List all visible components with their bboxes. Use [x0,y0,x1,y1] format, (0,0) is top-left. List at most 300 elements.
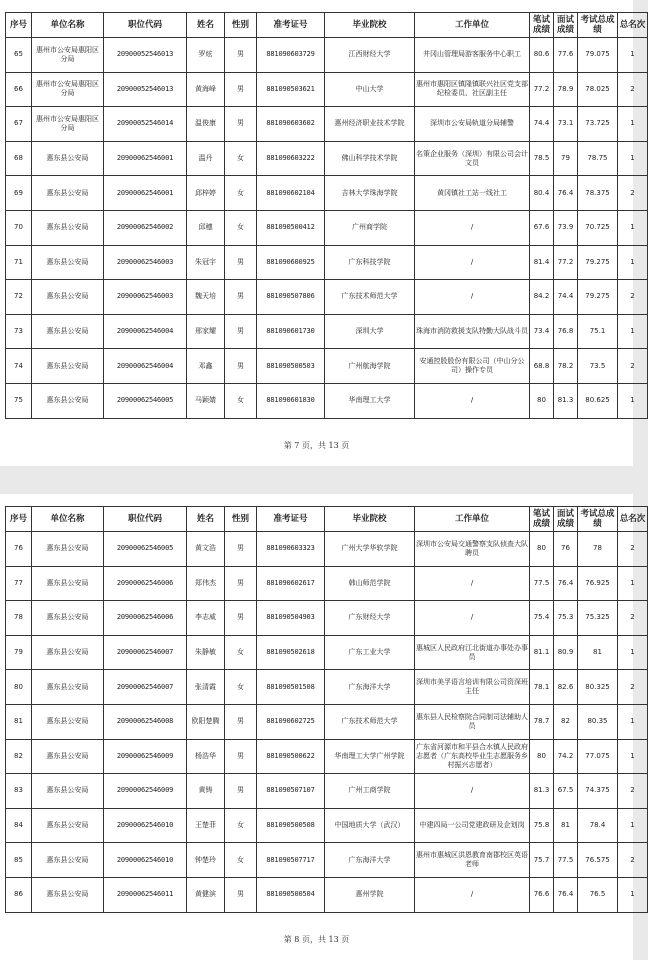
cell-total: 75.325 [578,601,618,636]
cell-written: 80 [530,739,554,774]
cell-gender: 女 [225,176,257,211]
cell-name: 李志威 [187,601,225,636]
cell-work: / [415,245,530,280]
cell-written: 75.8 [530,808,554,843]
cell-gender: 男 [225,566,257,601]
table-header [6,507,648,532]
cell-interview: 78.2 [554,349,578,384]
cell-total: 80.325 [578,670,618,705]
cell-written: 80.6 [530,38,554,73]
header-seq: 序号 [6,507,32,532]
cell-interview: 77.2 [554,245,578,280]
cell-work: 惠州市惠阳区镇隆镇联兴社区党支部纪检委员、社区副主任 [415,72,530,107]
table-row [6,808,648,843]
cell-total: 78.4 [578,808,618,843]
cell-interview: 73.1 [554,107,578,142]
cell-work: / [415,877,530,912]
cell-written: 74.4 [530,107,554,142]
cell-work: 黄冈镇社工站一线社工 [415,176,530,211]
cell-school: 韩山师范学院 [325,566,415,601]
cell-name: 邱穗 [187,210,225,245]
header-school: 毕业院校 [325,13,415,38]
cell-interview: 76.4 [554,877,578,912]
cell-name: 欧阳楚腾 [187,704,225,739]
cell-gender: 女 [225,808,257,843]
score-sheet-page-8 [0,494,646,960]
cell-work: / [415,383,530,418]
cell-unit: 惠东县公安局 [32,245,104,280]
table-body [6,38,648,419]
cell-total: 73.5 [578,349,618,384]
page-footer: 第 7 页，共 13 页 [283,441,350,450]
table-row [6,739,648,774]
cell-school: 深圳大学 [325,314,415,349]
header-unit: 单位名称 [32,13,104,38]
cell-written: 75.4 [530,601,554,636]
cell-unit: 惠东县公安局 [32,843,104,878]
cell-ticket: 881090500503 [257,349,325,384]
cell-rank: 1 [618,210,648,245]
cell-name: 邓鑫 [187,349,225,384]
header-code: 职位代码 [104,507,187,532]
table-row [6,210,648,245]
table-row [6,176,648,211]
header-seq: 序号 [6,13,32,38]
cell-seq: 73 [6,314,32,349]
cell-interview: 78.9 [554,72,578,107]
cell-code: 20900062546010 [104,843,187,878]
cell-gender: 男 [225,739,257,774]
cell-rank: 1 [618,635,648,670]
cell-interview: 81.3 [554,383,578,418]
cell-school: 广东海洋大学 [325,670,415,705]
cell-gender: 男 [225,280,257,315]
cell-interview: 81 [554,808,578,843]
cell-gender: 女 [225,141,257,176]
cell-seq: 84 [6,808,32,843]
cell-seq: 72 [6,280,32,315]
cell-school: 中山大学 [325,72,415,107]
table-row [6,107,648,142]
cell-rank: 1 [618,383,648,418]
cell-school: 广州大学华软学院 [325,532,415,567]
cell-seq: 68 [6,141,32,176]
cell-total: 79.275 [578,280,618,315]
cell-seq: 77 [6,566,32,601]
cell-school: 广州航海学院 [325,349,415,384]
cell-work: 深圳市美孚语言培训有限公司资深班主任 [415,670,530,705]
cell-written: 80.4 [530,176,554,211]
cell-code: 20900062546006 [104,601,187,636]
cell-rank: 2 [618,532,648,567]
cell-unit: 惠东县公安局 [32,774,104,809]
cell-total: 78.375 [578,176,618,211]
cell-seq: 70 [6,210,32,245]
cell-unit: 惠东县公安局 [32,877,104,912]
header-unit: 单位名称 [32,507,104,532]
cell-school: 惠州学院 [325,877,415,912]
cell-interview: 76.4 [554,176,578,211]
cell-seq: 79 [6,635,32,670]
cell-name: 邢家耀 [187,314,225,349]
table-row [6,72,648,107]
cell-interview: 76.4 [554,566,578,601]
cell-code: 20900062546006 [104,566,187,601]
cell-gender: 女 [225,843,257,878]
cell-school: 广东财经大学 [325,601,415,636]
cell-work: 惠城区人民政府江北街道办事处办事员 [415,635,530,670]
cell-code: 20900052546014 [104,107,187,142]
table-row [6,38,648,73]
cell-ticket: 881090602725 [257,704,325,739]
cell-work: 惠州市惠城区洪恩教育南郡校区英语老师 [415,843,530,878]
cell-rank: 1 [618,877,648,912]
cell-ticket: 881090601830 [257,383,325,418]
cell-school: 广州工商学院 [325,774,415,809]
cell-unit: 惠东县公安局 [32,141,104,176]
cell-ticket: 881090501508 [257,670,325,705]
cell-code: 20900062546003 [104,280,187,315]
table-row [6,843,648,878]
cell-total: 73.725 [578,107,618,142]
cell-work: 深圳市公安局交通警察支队侦查大队聘员 [415,532,530,567]
cell-code: 20900062546005 [104,383,187,418]
cell-total: 81 [578,635,618,670]
cell-total: 75.1 [578,314,618,349]
cell-interview: 74.2 [554,739,578,774]
cell-written: 77.2 [530,72,554,107]
cell-written: 75.7 [530,843,554,878]
cell-seq: 75 [6,383,32,418]
cell-work: / [415,566,530,601]
cell-total: 80.625 [578,383,618,418]
cell-name: 温丹 [187,141,225,176]
cell-name: 罗炫 [187,38,225,73]
cell-written: 78.5 [530,141,554,176]
table-header [6,13,648,38]
cell-ticket: 881090601730 [257,314,325,349]
cell-name: 钟楚玲 [187,843,225,878]
cell-work: 深圳市公安局轨道分局辅警 [415,107,530,142]
cell-interview: 74.4 [554,280,578,315]
cell-school: 广东工业大学 [325,635,415,670]
cell-name: 朱静敏 [187,635,225,670]
cell-rank: 1 [618,566,648,601]
cell-name: 杨浩华 [187,739,225,774]
cell-ticket: 881090500622 [257,739,325,774]
cell-gender: 女 [225,210,257,245]
cell-gender: 女 [225,383,257,418]
cell-total: 79.275 [578,245,618,280]
cell-rank: 2 [618,280,648,315]
cell-written: 80 [530,383,554,418]
cell-school: 惠州经济职业技术学院 [325,107,415,142]
cell-interview: 75.3 [554,601,578,636]
cell-interview: 76.8 [554,314,578,349]
score-table [5,506,648,913]
cell-total: 70.725 [578,210,618,245]
table-row [6,141,648,176]
cell-written: 81.3 [530,774,554,809]
cell-ticket: 881090603222 [257,141,325,176]
cell-written: 76.6 [530,877,554,912]
cell-ticket: 881090602104 [257,176,325,211]
cell-code: 20900062546005 [104,532,187,567]
cell-school: 广东技术师范大学 [325,704,415,739]
cell-gender: 男 [225,349,257,384]
cell-gender: 女 [225,670,257,705]
cell-seq: 78 [6,601,32,636]
cell-interview: 82 [554,704,578,739]
cell-unit: 惠东县公安局 [32,383,104,418]
cell-ticket: 881090603602 [257,107,325,142]
cell-seq: 85 [6,843,32,878]
table-body [6,532,648,913]
table-row [6,280,648,315]
cell-rank: 1 [618,808,648,843]
cell-rank: 2 [618,349,648,384]
cell-work: 广东省河源市和平县合水镇人民政府志愿者（广东高校毕业生志愿服务乡村振兴志愿者） [415,739,530,774]
cell-rank: 2 [618,670,648,705]
cell-name: 魏天培 [187,280,225,315]
header-code: 职位代码 [104,13,187,38]
cell-written: 81.4 [530,245,554,280]
cell-work: / [415,774,530,809]
cell-name: 张清霞 [187,670,225,705]
cell-name: 朱冠宇 [187,245,225,280]
cell-gender: 男 [225,704,257,739]
cell-written: 77.5 [530,566,554,601]
header-ticket: 准考证号 [257,507,325,532]
cell-school: 广东技术师范大学 [325,280,415,315]
cell-interview: 67.5 [554,774,578,809]
cell-ticket: 881090507717 [257,843,325,878]
cell-unit: 惠州市公安局惠阳区分局 [32,107,104,142]
cell-gender: 男 [225,38,257,73]
cell-seq: 76 [6,532,32,567]
cell-gender: 女 [225,635,257,670]
cell-unit: 惠州市公安局惠阳区分局 [32,72,104,107]
cell-total: 80.35 [578,704,618,739]
cell-work: / [415,601,530,636]
cell-code: 20900062546009 [104,739,187,774]
cell-name: 黄健滨 [187,877,225,912]
cell-gender: 男 [225,314,257,349]
cell-unit: 惠东县公安局 [32,210,104,245]
cell-code: 20900062546008 [104,704,187,739]
cell-unit: 惠东县公安局 [32,349,104,384]
cell-name: 邱梓婷 [187,176,225,211]
cell-written: 84.2 [530,280,554,315]
cell-work: 中建四局一公司党建政研及企划岗 [415,808,530,843]
cell-interview: 80.9 [554,635,578,670]
cell-interview: 73.9 [554,210,578,245]
cell-total: 76.575 [578,843,618,878]
header-written: 笔试成绩 [530,507,554,532]
cell-school: 广东科技学院 [325,245,415,280]
cell-name: 马颖婧 [187,383,225,418]
table-row [6,314,648,349]
table-row [6,349,648,384]
cell-interview: 77.5 [554,843,578,878]
table-row [6,532,648,567]
cell-gender: 男 [225,601,257,636]
cell-written: 67.6 [530,210,554,245]
cell-written: 80 [530,532,554,567]
cell-unit: 惠东县公安局 [32,314,104,349]
cell-name: 温俊康 [187,107,225,142]
header-written: 笔试成绩 [530,13,554,38]
table-row [6,670,648,705]
cell-code: 20900062546004 [104,314,187,349]
cell-total: 79.075 [578,38,618,73]
table-row [6,635,648,670]
cell-work: 井冈山管理局游客服务中心职工 [415,38,530,73]
header-name: 姓名 [187,507,225,532]
cell-work: 安通控股股份有限公司（中山分公司）操作专员 [415,349,530,384]
cell-school: 江西财经大学 [325,38,415,73]
cell-ticket: 881090500412 [257,210,325,245]
cell-written: 78.7 [530,704,554,739]
cell-ticket: 881090507806 [257,280,325,315]
header-gender: 性别 [225,13,257,38]
cell-seq: 66 [6,72,32,107]
cell-unit: 惠东县公安局 [32,670,104,705]
cell-code: 20900062546009 [104,774,187,809]
cell-school: 华南理工大学广州学院 [325,739,415,774]
cell-seq: 69 [6,176,32,211]
cell-ticket: 881090603323 [257,532,325,567]
cell-unit: 惠东县公安局 [32,808,104,843]
cell-seq: 80 [6,670,32,705]
cell-interview: 76 [554,532,578,567]
cell-written: 78.1 [530,670,554,705]
cell-rank: 1 [618,141,648,176]
header-school: 毕业院校 [325,507,415,532]
cell-seq: 86 [6,877,32,912]
cell-code: 20900052546013 [104,38,187,73]
cell-code: 20900052546013 [104,72,187,107]
cell-rank: 2 [618,601,648,636]
cell-seq: 74 [6,349,32,384]
header-ticket: 准考证号 [257,13,325,38]
cell-interview: 82.6 [554,670,578,705]
cell-rank: 1 [618,245,648,280]
cell-rank: 2 [618,843,648,878]
cell-school: 吉林大学珠海学院 [325,176,415,211]
cell-name: 黄铸 [187,774,225,809]
cell-ticket: 881090603729 [257,38,325,73]
header-work: 工作单位 [415,507,530,532]
cell-total: 76.5 [578,877,618,912]
cell-ticket: 881090503621 [257,72,325,107]
table-row [6,601,648,636]
cell-unit: 惠东县公安局 [32,566,104,601]
cell-written: 81.1 [530,635,554,670]
cell-seq: 82 [6,739,32,774]
cell-name: 黄海峰 [187,72,225,107]
cell-code: 20900062546010 [104,808,187,843]
cell-name: 郑伟杰 [187,566,225,601]
table-row [6,566,648,601]
cell-unit: 惠州市公安局惠阳区分局 [32,38,104,73]
header-total: 考试总成绩 [578,13,618,38]
cell-total: 74.375 [578,774,618,809]
cell-gender: 男 [225,245,257,280]
cell-ticket: 881090504903 [257,601,325,636]
header-total: 考试总成绩 [578,507,618,532]
cell-rank: 2 [618,774,648,809]
table-row [6,877,648,912]
cell-school: 广东海洋大学 [325,843,415,878]
cell-rank: 2 [618,72,648,107]
cell-seq: 83 [6,774,32,809]
table-row [6,245,648,280]
cell-ticket: 881090502618 [257,635,325,670]
cell-school: 中国地质大学（武汉） [325,808,415,843]
cell-total: 78.75 [578,141,618,176]
cell-total: 76.925 [578,566,618,601]
cell-work: 名策企业服务（深圳）有限公司会计文员 [415,141,530,176]
cell-school: 华南理工大学 [325,383,415,418]
cell-work: 珠海市消防救援支队特勤大队战斗员 [415,314,530,349]
cell-ticket: 881090500508 [257,808,325,843]
cell-interview: 77.6 [554,38,578,73]
cell-work: / [415,210,530,245]
cell-total: 78.025 [578,72,618,107]
cell-code: 20900062546003 [104,245,187,280]
cell-code: 20900062546011 [104,877,187,912]
score-sheet-page-7 [0,0,646,466]
cell-unit: 惠东县公安局 [32,532,104,567]
table-row [6,383,648,418]
score-table [5,12,648,419]
header-rank: 总名次 [618,507,648,532]
header-interview: 面试成绩 [554,13,578,38]
cell-ticket: 881090500504 [257,877,325,912]
cell-rank: 1 [618,107,648,142]
header-rank: 总名次 [618,13,648,38]
page-footer: 第 8 页，共 13 页 [283,935,350,944]
header-name: 姓名 [187,13,225,38]
cell-name: 黄文浩 [187,532,225,567]
cell-gender: 男 [225,877,257,912]
cell-unit: 惠东县公安局 [32,635,104,670]
table-row [6,774,648,809]
cell-ticket: 881090600925 [257,245,325,280]
cell-unit: 惠东县公安局 [32,176,104,211]
cell-unit: 惠东县公安局 [32,739,104,774]
cell-code: 20900062546004 [104,349,187,384]
cell-code: 20900062546002 [104,210,187,245]
cell-total: 77.075 [578,739,618,774]
cell-interview: 79 [554,141,578,176]
cell-rank: 1 [618,38,648,73]
cell-unit: 惠东县公安局 [32,280,104,315]
cell-ticket: 881090602617 [257,566,325,601]
cell-work: / [415,280,530,315]
cell-code: 20900062546007 [104,670,187,705]
cell-rank: 1 [618,314,648,349]
cell-ticket: 881090507107 [257,774,325,809]
cell-seq: 71 [6,245,32,280]
cell-gender: 男 [225,107,257,142]
cell-school: 广州商学院 [325,210,415,245]
cell-work: 惠东县人民检察院合同制司法辅助人员 [415,704,530,739]
cell-rank: 1 [618,704,648,739]
cell-seq: 81 [6,704,32,739]
cell-rank: 2 [618,176,648,211]
